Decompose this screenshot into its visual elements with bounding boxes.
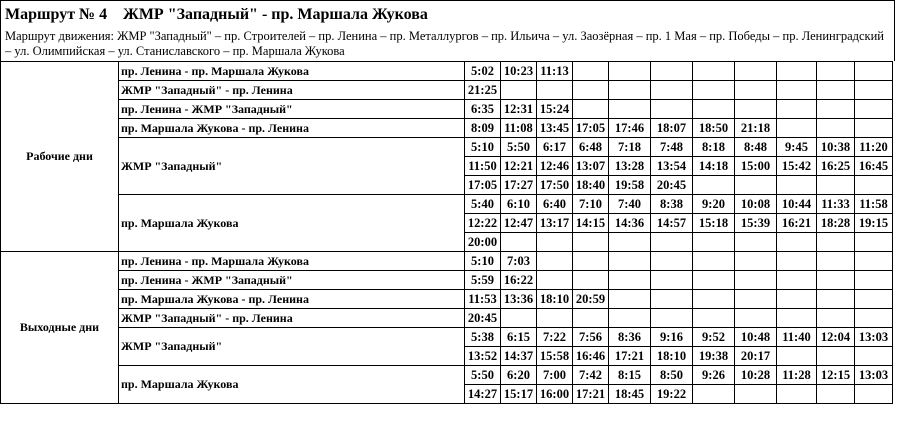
departure-time: 10:28	[735, 366, 777, 385]
empty-cell	[609, 233, 651, 252]
departure-time: 11:50	[465, 157, 501, 176]
empty-cell	[735, 290, 777, 309]
empty-cell	[777, 233, 817, 252]
empty-cell	[609, 252, 651, 271]
empty-cell	[693, 62, 735, 81]
empty-cell	[651, 81, 693, 100]
departure-time: 14:27	[465, 385, 501, 404]
departure-time: 17:27	[501, 176, 537, 195]
departure-time: 15:00	[735, 157, 777, 176]
departure-time: 13:07	[573, 157, 609, 176]
route-path: Маршрут движения: ЖМР "Западный" – пр. Строителей – пр. Ленина – пр. Металлургов – пр. Ильича – ул. Заозёрная – пр. 1 Мая – пр. Победы – пр. Ленинградский – ул. Олимпийская – ул. Станиславского – пр. Маршала Жукова	[5, 29, 884, 58]
departure-time: 12:46	[537, 157, 573, 176]
empty-cell	[735, 252, 777, 271]
departure-time: 5:50	[465, 366, 501, 385]
empty-cell	[855, 233, 893, 252]
departure-time: 17:46	[609, 119, 651, 138]
departure-time: 16:00	[537, 385, 573, 404]
direction-label: пр. Ленина - пр. Маршала Жукова	[119, 62, 465, 81]
departure-time: 12:22	[465, 214, 501, 233]
departure-time: 13:03	[855, 328, 893, 347]
empty-cell	[855, 252, 893, 271]
departure-time: 5:40	[465, 195, 501, 214]
departure-time: 8:36	[609, 328, 651, 347]
departure-time: 5:10	[465, 138, 501, 157]
departure-time: 8:38	[651, 195, 693, 214]
empty-cell	[735, 309, 777, 328]
table-row	[1, 328, 893, 347]
departure-time: 14:37	[501, 347, 537, 366]
departure-time: 17:05	[465, 176, 501, 195]
table-row	[1, 309, 893, 328]
departure-time: 11:33	[817, 195, 855, 214]
direction-label: ЖМР "Западный" - пр. Ленина	[119, 309, 465, 328]
departure-time: 5:38	[465, 328, 501, 347]
page-title	[5, 6, 428, 24]
empty-cell	[855, 62, 893, 81]
departure-time: 10:38	[817, 138, 855, 157]
table-row	[1, 81, 893, 100]
empty-cell	[735, 385, 777, 404]
empty-cell	[693, 290, 735, 309]
table-row	[1, 290, 893, 309]
departure-time: 10:48	[735, 328, 777, 347]
empty-cell	[573, 252, 609, 271]
departure-time: 13:03	[855, 366, 893, 385]
empty-cell	[573, 81, 609, 100]
departure-time: 11:08	[501, 119, 537, 138]
departure-time: 13:17	[537, 214, 573, 233]
table-row	[1, 100, 893, 119]
table-row	[1, 62, 893, 81]
empty-cell	[855, 176, 893, 195]
empty-cell	[693, 81, 735, 100]
departure-time: 7:40	[609, 195, 651, 214]
empty-cell	[537, 233, 573, 252]
departure-time: 8:18	[693, 138, 735, 157]
departure-time: 18:10	[651, 347, 693, 366]
departure-time: 13:54	[651, 157, 693, 176]
departure-time: 8:48	[735, 138, 777, 157]
empty-cell	[777, 119, 817, 138]
departure-time: 6:17	[537, 138, 573, 157]
empty-cell	[573, 271, 609, 290]
empty-cell	[573, 233, 609, 252]
departure-time: 15:58	[537, 347, 573, 366]
empty-cell	[693, 233, 735, 252]
departure-time: 20:59	[573, 290, 609, 309]
departure-time: 10:23	[501, 62, 537, 81]
table-row	[1, 252, 893, 271]
empty-cell	[573, 100, 609, 119]
departure-time: 11:53	[465, 290, 501, 309]
departure-time: 8:09	[465, 119, 501, 138]
empty-cell	[609, 81, 651, 100]
empty-cell	[501, 309, 537, 328]
empty-cell	[537, 81, 573, 100]
day-type-label: Выходные дни	[1, 252, 119, 404]
empty-cell	[817, 271, 855, 290]
empty-cell	[817, 233, 855, 252]
direction-label: пр. Маршала Жукова - пр. Ленина	[119, 119, 465, 138]
route-name: ЖМР "Западный" - пр. Маршала Жукова	[123, 6, 428, 23]
empty-cell	[609, 290, 651, 309]
departure-time: 13:45	[537, 119, 573, 138]
direction-label: ЖМР "Западный"	[119, 138, 465, 195]
empty-cell	[609, 62, 651, 81]
empty-cell	[777, 385, 817, 404]
departure-time: 8:15	[609, 366, 651, 385]
departure-time: 14:36	[609, 214, 651, 233]
empty-cell	[651, 252, 693, 271]
departure-time: 20:00	[465, 233, 501, 252]
departure-time: 7:56	[573, 328, 609, 347]
departure-time: 18:50	[693, 119, 735, 138]
empty-cell	[817, 176, 855, 195]
table-row	[1, 366, 893, 385]
departure-time: 7:18	[609, 138, 651, 157]
departure-time: 15:24	[537, 100, 573, 119]
empty-cell	[537, 271, 573, 290]
departure-time: 16:22	[501, 271, 537, 290]
departure-time: 16:45	[855, 157, 893, 176]
empty-cell	[735, 81, 777, 100]
empty-cell	[735, 100, 777, 119]
departure-time: 6:20	[501, 366, 537, 385]
departure-time: 7:48	[651, 138, 693, 157]
direction-label: пр. Маршала Жукова	[119, 195, 465, 252]
empty-cell	[855, 290, 893, 309]
empty-cell	[777, 100, 817, 119]
empty-cell	[609, 100, 651, 119]
departure-time: 17:21	[609, 347, 651, 366]
departure-time: 6:40	[537, 195, 573, 214]
departure-time: 19:38	[693, 347, 735, 366]
departure-time: 9:45	[777, 138, 817, 157]
empty-cell	[855, 119, 893, 138]
departure-time: 14:15	[573, 214, 609, 233]
empty-cell	[651, 290, 693, 309]
empty-cell	[817, 347, 855, 366]
departure-time: 15:17	[501, 385, 537, 404]
departure-time: 11:40	[777, 328, 817, 347]
departure-time: 9:26	[693, 366, 735, 385]
empty-cell	[693, 271, 735, 290]
empty-cell	[693, 309, 735, 328]
empty-cell	[651, 62, 693, 81]
direction-label: ЖМР "Западный"	[119, 328, 465, 366]
empty-cell	[855, 309, 893, 328]
departure-time: 21:25	[465, 81, 501, 100]
departure-time: 12:47	[501, 214, 537, 233]
departure-time: 15:18	[693, 214, 735, 233]
empty-cell	[777, 252, 817, 271]
direction-label: пр. Ленина - ЖМР "Западный"	[119, 100, 465, 119]
empty-cell	[817, 100, 855, 119]
empty-cell	[855, 385, 893, 404]
departure-time: 12:21	[501, 157, 537, 176]
departure-time: 20:45	[651, 176, 693, 195]
empty-cell	[573, 309, 609, 328]
departure-time: 19:15	[855, 214, 893, 233]
direction-label: пр. Ленина - ЖМР "Западный"	[119, 271, 465, 290]
departure-time: 17:50	[537, 176, 573, 195]
departure-time: 18:10	[537, 290, 573, 309]
empty-cell	[735, 62, 777, 81]
departure-time: 10:44	[777, 195, 817, 214]
empty-cell	[817, 81, 855, 100]
departure-time: 16:25	[817, 157, 855, 176]
departure-time: 11:13	[537, 62, 573, 81]
departure-time: 7:00	[537, 366, 573, 385]
empty-cell	[537, 252, 573, 271]
schedule-table	[0, 61, 893, 404]
departure-time: 11:28	[777, 366, 817, 385]
departure-time: 9:16	[651, 328, 693, 347]
empty-cell	[609, 309, 651, 328]
empty-cell	[651, 100, 693, 119]
departure-time: 7:10	[573, 195, 609, 214]
direction-label: пр. Ленина - пр. Маршала Жукова	[119, 252, 465, 271]
departure-time: 14:57	[651, 214, 693, 233]
empty-cell	[855, 81, 893, 100]
empty-cell	[777, 347, 817, 366]
empty-cell	[501, 81, 537, 100]
departure-time: 17:05	[573, 119, 609, 138]
departure-time: 18:40	[573, 176, 609, 195]
departure-time: 12:04	[817, 328, 855, 347]
departure-time: 19:58	[609, 176, 651, 195]
empty-cell	[817, 252, 855, 271]
departure-time: 13:28	[609, 157, 651, 176]
empty-cell	[609, 271, 651, 290]
departure-time: 16:21	[777, 214, 817, 233]
empty-cell	[817, 290, 855, 309]
table-row	[1, 138, 893, 157]
departure-time: 21:18	[735, 119, 777, 138]
empty-cell	[817, 62, 855, 81]
empty-cell	[651, 309, 693, 328]
table-row	[1, 195, 893, 214]
empty-cell	[693, 252, 735, 271]
empty-cell	[573, 62, 609, 81]
empty-cell	[817, 119, 855, 138]
departure-time: 15:39	[735, 214, 777, 233]
empty-cell	[855, 271, 893, 290]
direction-label: пр. Маршала Жукова - пр. Ленина	[119, 290, 465, 309]
departure-time: 20:17	[735, 347, 777, 366]
departure-time: 12:15	[817, 366, 855, 385]
departure-time: 6:15	[501, 328, 537, 347]
departure-time: 18:07	[651, 119, 693, 138]
empty-cell	[817, 309, 855, 328]
direction-label: ЖМР "Западный" - пр. Ленина	[119, 81, 465, 100]
departure-time: 6:10	[501, 195, 537, 214]
empty-cell	[735, 271, 777, 290]
departure-time: 13:52	[465, 347, 501, 366]
empty-cell	[735, 233, 777, 252]
departure-time: 7:03	[501, 252, 537, 271]
empty-cell	[735, 176, 777, 195]
timetable-header	[0, 0, 895, 61]
departure-time: 18:28	[817, 214, 855, 233]
departure-time: 6:48	[573, 138, 609, 157]
empty-cell	[501, 233, 537, 252]
empty-cell	[651, 233, 693, 252]
day-type-label: Рабочие дни	[1, 62, 119, 252]
departure-time: 19:22	[651, 385, 693, 404]
route-number: Маршрут № 4	[5, 6, 108, 23]
empty-cell	[777, 309, 817, 328]
departure-time: 9:52	[693, 328, 735, 347]
empty-cell	[777, 81, 817, 100]
departure-time: 5:10	[465, 252, 501, 271]
empty-cell	[777, 271, 817, 290]
empty-cell	[651, 271, 693, 290]
departure-time: 7:42	[573, 366, 609, 385]
departure-time: 20:45	[465, 309, 501, 328]
departure-time: 7:22	[537, 328, 573, 347]
table-row	[1, 119, 893, 138]
departure-time: 5:02	[465, 62, 501, 81]
empty-cell	[693, 176, 735, 195]
departure-time: 9:20	[693, 195, 735, 214]
departure-time: 16:46	[573, 347, 609, 366]
empty-cell	[777, 290, 817, 309]
empty-cell	[855, 100, 893, 119]
departure-time: 15:42	[777, 157, 817, 176]
table-row	[1, 271, 893, 290]
empty-cell	[777, 62, 817, 81]
empty-cell	[777, 176, 817, 195]
departure-time: 8:50	[651, 366, 693, 385]
departure-time: 5:59	[465, 271, 501, 290]
departure-time: 18:45	[609, 385, 651, 404]
departure-time: 13:36	[501, 290, 537, 309]
departure-time: 6:35	[465, 100, 501, 119]
empty-cell	[855, 347, 893, 366]
empty-cell	[693, 385, 735, 404]
departure-time: 5:50	[501, 138, 537, 157]
departure-time: 12:31	[501, 100, 537, 119]
departure-time: 17:21	[573, 385, 609, 404]
departure-time: 14:18	[693, 157, 735, 176]
empty-cell	[817, 385, 855, 404]
empty-cell	[537, 309, 573, 328]
empty-cell	[693, 100, 735, 119]
departure-time: 11:20	[855, 138, 893, 157]
departure-time: 11:58	[855, 195, 893, 214]
direction-label: пр. Маршала Жукова	[119, 366, 465, 404]
departure-time: 10:08	[735, 195, 777, 214]
